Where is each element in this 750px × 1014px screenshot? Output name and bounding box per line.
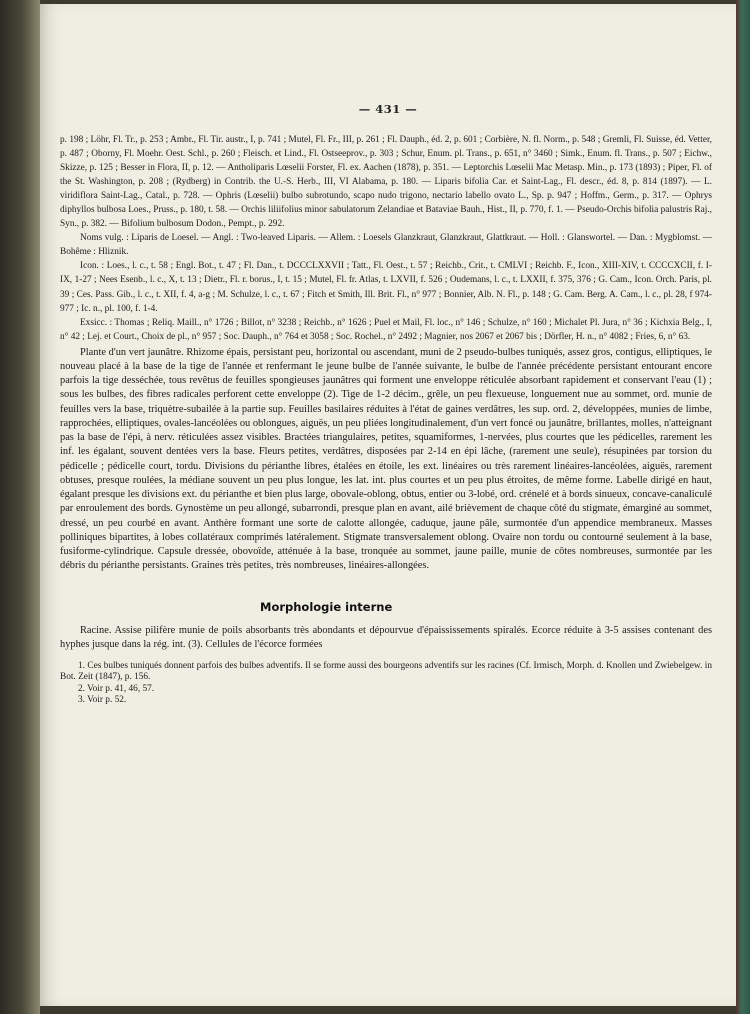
footnote: 1. Ces bulbes tuniqués donnent parfois des bulbes adventifs. Il se forme aussi des bourgeons adventifs sur les racines (Cf. Irmisch, Morph. d. Knollen und Zwiebelgew. in Bot. Zeit (1847), p. 156. [60,660,712,683]
page-number: — 431 — [358,102,418,116]
footnotes [60,661,712,707]
synonymy-block: p. 198 ; Löhr, Fl. Tr., p. 253 ; Ambr., Fl. Tir. austr., I, p. 741 ; Mutel, Fl. Fr., III, p. 261 ; Fl. Dauph., éd. 2, p. 601 ; Corbière, N. fl. Norm., p. 548 ; Gremli, Fl. Suisse, éd. Vetter, p. 487 ; Oborny, Fl. Moehr. Oest. Schl., p. 260 ; Fleisch. et Lind., Fl. Ostseeprov., p. 303 ; Schur, Enum. pl. Trans., p. 651, n° 3460 ; Simk., Enum. fl. Trans., p. 507 ; Eichw., Skizze, p. 125 ; Besser in Flora, II, p. 12. — Antholiparis Lœselii Forster, Fl. ex. Aachen (1878), p. 351. — Leptorchis Lœselii Mac Metasp. Min., p. 173 (1893) ; Piper, Fl. of the St. Washington, p. 208 ; (Rydberg) in Contrib. the U.-S. Herb., III, VI Alabama, p. 180. — Liparis bifolia Car. et Saint-Lag., Fl. descr., éd. 8, p. 814 (1897). — L. viridiflora Saint-Lag., Catal., p. 728. — Ophris (Lœselii) bulbo subrotundo, scapo nudo trigono, nectario labello ovato L., Sp. p. 947 ; Hoffm., Germ., p. 317. — Ophrys diphyllos bulbosa Loes., Pruss., p. 180, t. 58. — Orchis liliifolius minor sabulatorum Zelandiae et Bataviae Bauh., Hist., II, p. 770, f. 1. — Pseudo-Orchis bifolia palustris Raj., Syn., p. 382. — Bifolium bulbosum Dodon., Pempt., p. 292. [60,135,712,230]
book-cover-edge-right [736,0,750,1014]
footnote: 2. Voir p. 41, 46, 57. [78,683,155,694]
book-binding-left [0,0,40,1014]
racine-paragraph: Racine. Assise pilifère munie de poils absorbants très abondants et dépourvue d'épaississements spiralés. Ecorce réduite à 3-5 assises contenant des hyphes jusque dans la rég. int. (3). Cellules de l'écorce formées [60,624,712,651]
exsiccata: Exsicc. : Thomas ; Reliq. Maill., n° 1726 ; Billot, n° 3238 ; Reichb., n° 1626 ; Puel et Mail, Fl. loc., n° 146 ; Schulze, n° 160 ; Michalet Pl. Jura, n° 36 ; Kichxia Belg., I, n° 42 ; Lej. et Court., Choix de pl., n° 957 ; Soc. Dauph., n° 764 et 3058 ; Soc. Rochel., n° 2492 ; Magnier, nos 2067 et 2067 bis ; Dörfler, H. n., n° 4082 ; Fries, 6, n° 63. [60,317,712,342]
footnote: 3. Voir p. 52. [78,695,127,706]
page-content [60,133,712,707]
book-page [40,4,736,1006]
species-description: Plante d'un vert jaunâtre. Rhizome épais, persistant peu, horizontal ou ascendant, muni de 2 pseudo-bulbes tuniqués, assez gros, contigus, elliptiques, le nouveau placé à la base de la tige de l'année et renfermant le jeune bulbe de l'année suivante, le bulbe de l'année précédente persistant entourant encore parfois la tige desséchée, tous revêtus de feuilles spongieuses jaunâtres qui forment une enveloppe réticulée absorbant rapidement et conservant l'eau (1) ; sous les bulbes, des fibres radicales perforent cette enveloppe (2). Tige de 1-2 décim., grêle, un peu flexueuse, longuement nue au sommet, ord. munie de feuilles vers la base, triquètre-subailée à la partie sup. Feuilles basilaires réduites à l'état de gaines verdâtres, les sup. ord. 2, développées, munies de limbe, rapprochées, elliptiques, ovales-lancéolées ou oblongues, aiguës, un peu pliées longitudinalement, d'un vert foncé ou jaunâtre, brillantes, molles, n'atteignant pas la base de l'épi, à nerv. réticulées assez visibles. Bractées triangulaires, petites, squamiformes, 1-nervées, plus courtes que les pédicelles, rarement les inf. les égalant, souvent dentées vers la base. Fleurs petites, verdâtres, disposées par 2-14 en épi lâche, (rarement une seule), résupinées par torsion du pédicelle ; pédicelle court, tordu. Divisions du périanthe libres, étalées en étoile, les ext. linéaires ou très rarement linéaires-lancéolées, aiguës, rarement obtuses, presque roulées, la médiane souvent un peu plus longue, les lat. int. plus courtes et un peu plus étroites, de même forme. Labelle dirigé en haut, égalant presque les divisions ext. du périanthe et bien plus large, obovale-oblong, obtus, entier ou 3-lobé, ord. crénelé et à bords sinueux, concave-canaliculé par enroulement des bords. Gynostème un peu allongé, subarrondi, presque plan en avant, ailé brièvement de chaque côté du stigmate, émarginé au sommet, dressé, un peu courbé en avant. Anthère formant une sorte de calotte allongée, caduque, jaune pâle, surmontée d'un appendice membraneux. Masses polliniques bipartites, à lobes collatéraux comprimés latéralement. Stigmate transversalement oblong. Ovaire non tordu ou contourné seulement à la base, fusiforme-cylindrique. Capsule dressée, obovoïde, atténuée à la base, tronquée au sommet, jaune paille, munie de côtes nombreuses, surmontée par les débris du périanthe persistants. Graines très petites, très nombreuses, linéaires-allongées. [60,346,712,572]
section-heading: Morphologie interne [260,599,393,614]
iconography: Icon. : Loes., l. c., t. 58 ; Engl. Bot., t. 47 ; Fl. Dan., t. DCCCLXXVII ; Tatt., Fl. Oest., t. 57 ; Reichb., Crit., t. CMLVI ; Reichb. F., Icon., XIII-XIV, t. CCCCXCII, f. I-IX, 1-27 ; Nees Esenb., l. c., X, t. 13 ; Dietr., Fl. r. borus., I, t. 15 ; Mutel, Fl. fr. Atlas, t. LXVII, f. 526 ; Oudemans, l. c., t. LXXII, f. 375, 376 ; G. Cam., Icon. Orch. Paris, pl. 39 ; Ces. Pass. Gib., l. c., t. XII, f. 4, a-g ; M. Schulze, l. c., t. 67 ; Fitch et Smith, Ill. Brit. Fl., n° 977 ; Bonnier, Alb. N. Fl., p. 148 ; G. Cam. Berg. A. Cam., l. c., pl. 28, f 974-977 ; Ic. n., pl. 100, f. 1-4. [60,261,712,314]
common-names: Noms vulg. : Liparis de Loesel. — Angl. : Two-leaved Liparis. — Allem. : Loesels Glanzkraut, Glanzkraut, Glattkraut. — Holl. : Glanswortel. — Dan. : Mygblomst. — Bohême : Hliznik. [60,233,712,258]
